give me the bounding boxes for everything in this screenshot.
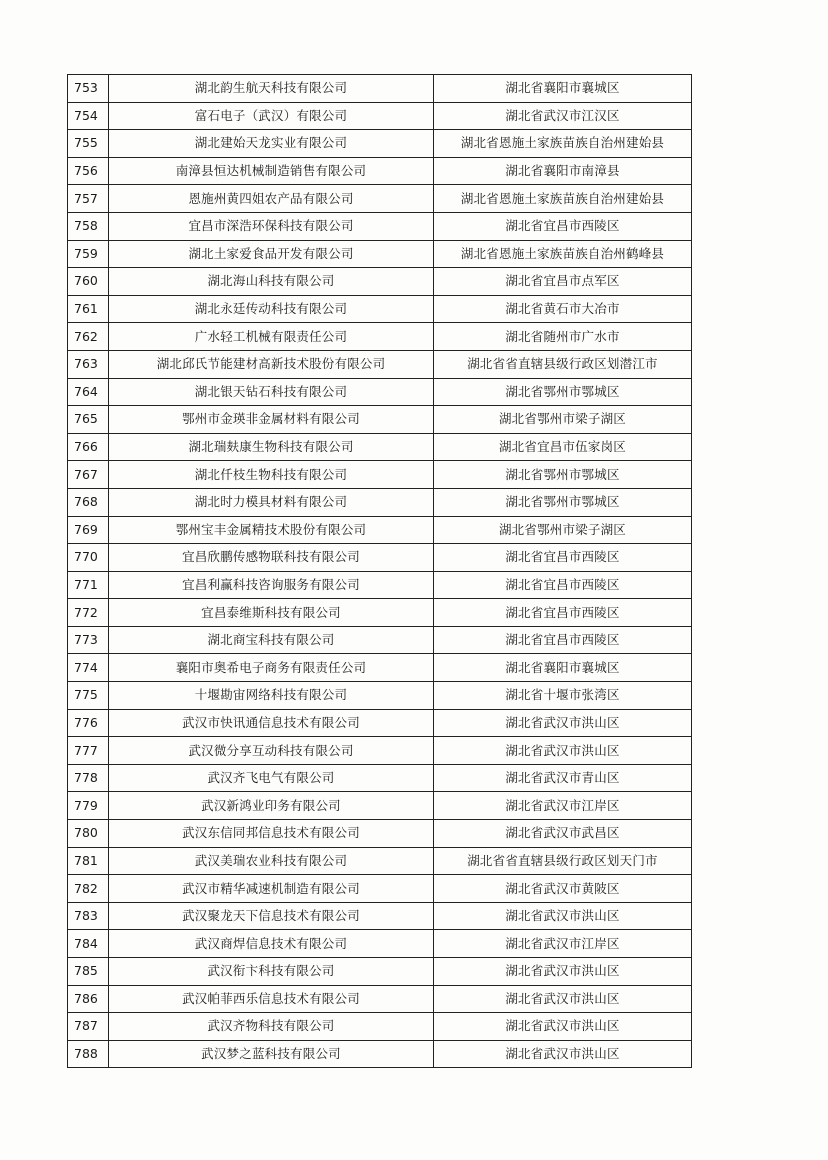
- company-location: 湖北省武汉市洪山区: [434, 985, 692, 1013]
- company-location: 湖北省宜昌市西陵区: [434, 626, 692, 654]
- company-location: 湖北省武汉市洪山区: [434, 958, 692, 986]
- company-location: 湖北省宜昌市西陵区: [434, 571, 692, 599]
- row-number: 767: [68, 461, 109, 489]
- row-number: 757: [68, 185, 109, 213]
- company-location: 湖北省鄂州市梁子湖区: [434, 516, 692, 544]
- company-location: 湖北省鄂州市梁子湖区: [434, 406, 692, 434]
- row-number: 760: [68, 268, 109, 296]
- row-number: 777: [68, 737, 109, 765]
- table-row: [68, 985, 692, 1013]
- company-name: 鄂州宝丰金属精技术股份有限公司: [109, 516, 434, 544]
- company-location: 湖北省武汉市江汉区: [434, 102, 692, 130]
- company-name: 武汉新鸿业印务有限公司: [109, 792, 434, 820]
- company-location: 湖北省宜昌市伍家岗区: [434, 433, 692, 461]
- table-row: [68, 268, 692, 296]
- company-location: 湖北省武汉市青山区: [434, 764, 692, 792]
- company-name: 湖北土家爱食品开发有限公司: [109, 240, 434, 268]
- table-row: [68, 958, 692, 986]
- company-location: 湖北省武汉市武昌区: [434, 820, 692, 848]
- row-number: 788: [68, 1040, 109, 1068]
- company-name: 武汉东信同邦信息技术有限公司: [109, 820, 434, 848]
- table-row: [68, 323, 692, 351]
- row-number: 753: [68, 75, 109, 103]
- company-name: 武汉聚龙天下信息技术有限公司: [109, 902, 434, 930]
- company-name: 广水轻工机械有限责任公司: [109, 323, 434, 351]
- row-number: 763: [68, 350, 109, 378]
- company-name: 武汉衔卞科技有限公司: [109, 958, 434, 986]
- row-number: 756: [68, 157, 109, 185]
- table-row: [68, 875, 692, 903]
- row-number: 772: [68, 599, 109, 627]
- company-location: 湖北省恩施土家族苗族自治州建始县: [434, 130, 692, 158]
- row-number: 764: [68, 378, 109, 406]
- table-row: [68, 709, 692, 737]
- row-number: 779: [68, 792, 109, 820]
- table-row: [68, 930, 692, 958]
- table-row: [68, 820, 692, 848]
- table-row: [68, 1013, 692, 1041]
- company-name: 湖北邱氏节能建材高新技术股份有限公司: [109, 350, 434, 378]
- company-location: 湖北省鄂州市鄂城区: [434, 488, 692, 516]
- company-location: 湖北省省直辖县级行政区划潜江市: [434, 350, 692, 378]
- row-number: 778: [68, 764, 109, 792]
- company-name: 武汉商焊信息技术有限公司: [109, 930, 434, 958]
- company-name: 鄂州市金瑛非金属材料有限公司: [109, 406, 434, 434]
- company-location: 湖北省宜昌市西陵区: [434, 599, 692, 627]
- company-name: 武汉微分享互动科技有限公司: [109, 737, 434, 765]
- company-location: 湖北省武汉市洪山区: [434, 1040, 692, 1068]
- row-number: 781: [68, 847, 109, 875]
- table-row: [68, 516, 692, 544]
- row-number: 755: [68, 130, 109, 158]
- company-name: 恩施州黄四姐农产品有限公司: [109, 185, 434, 213]
- company-location: 湖北省武汉市洪山区: [434, 1013, 692, 1041]
- company-location: 湖北省十堰市张湾区: [434, 682, 692, 710]
- table-row: [68, 433, 692, 461]
- table-row: [68, 737, 692, 765]
- row-number: 754: [68, 102, 109, 130]
- company-location: 湖北省宜昌市西陵区: [434, 212, 692, 240]
- company-location: 湖北省省直辖县级行政区划天门市: [434, 847, 692, 875]
- company-location: 湖北省襄阳市襄城区: [434, 654, 692, 682]
- company-name: 襄阳市奥希电子商务有限责任公司: [109, 654, 434, 682]
- row-number: 773: [68, 626, 109, 654]
- company-location: 湖北省武汉市黄陂区: [434, 875, 692, 903]
- company-location: 湖北省宜昌市点军区: [434, 268, 692, 296]
- row-number: 787: [68, 1013, 109, 1041]
- company-name: 湖北瑞麸康生物科技有限公司: [109, 433, 434, 461]
- table-row: [68, 130, 692, 158]
- table-row: [68, 544, 692, 572]
- row-number: 769: [68, 516, 109, 544]
- company-location: 湖北省鄂州市鄂城区: [434, 461, 692, 489]
- row-number: 768: [68, 488, 109, 516]
- table-row: [68, 295, 692, 323]
- table-row: [68, 571, 692, 599]
- table-row: [68, 212, 692, 240]
- company-name: 湖北银天钻石科技有限公司: [109, 378, 434, 406]
- table-row: [68, 599, 692, 627]
- row-number: 785: [68, 958, 109, 986]
- company-name: 武汉帕菲西乐信息技术有限公司: [109, 985, 434, 1013]
- company-name: 湖北商宝科技有限公司: [109, 626, 434, 654]
- company-name: 武汉齐物科技有限公司: [109, 1013, 434, 1041]
- company-location: 湖北省武汉市江岸区: [434, 930, 692, 958]
- company-location: 湖北省襄阳市南漳县: [434, 157, 692, 185]
- table-row: [68, 764, 692, 792]
- row-number: 776: [68, 709, 109, 737]
- company-location: 湖北省武汉市洪山区: [434, 709, 692, 737]
- table-row: [68, 461, 692, 489]
- company-location: 湖北省武汉市洪山区: [434, 737, 692, 765]
- company-name: 南漳县恒达机械制造销售有限公司: [109, 157, 434, 185]
- company-table: [67, 74, 692, 1068]
- row-number: 759: [68, 240, 109, 268]
- table-row: [68, 654, 692, 682]
- table-row: [68, 240, 692, 268]
- company-name: 武汉市快讯通信息技术有限公司: [109, 709, 434, 737]
- row-number: 762: [68, 323, 109, 351]
- company-location: 湖北省鄂州市鄂城区: [434, 378, 692, 406]
- company-name: 武汉梦之蓝科技有限公司: [109, 1040, 434, 1068]
- table-row: [68, 682, 692, 710]
- row-number: 758: [68, 212, 109, 240]
- company-name: 湖北仟枝生物科技有限公司: [109, 461, 434, 489]
- table-row: [68, 1040, 692, 1068]
- company-name: 武汉美瑞农业科技有限公司: [109, 847, 434, 875]
- company-table-body: [68, 75, 692, 1068]
- company-name: 湖北永廷传动科技有限公司: [109, 295, 434, 323]
- table-row: [68, 102, 692, 130]
- row-number: 786: [68, 985, 109, 1013]
- row-number: 784: [68, 930, 109, 958]
- company-location: 湖北省黄石市大冶市: [434, 295, 692, 323]
- table-row: [68, 792, 692, 820]
- row-number: 766: [68, 433, 109, 461]
- company-location: 湖北省武汉市江岸区: [434, 792, 692, 820]
- company-name: 宜昌欣鹏传感物联科技有限公司: [109, 544, 434, 572]
- company-location: 湖北省恩施土家族苗族自治州鹤峰县: [434, 240, 692, 268]
- row-number: 761: [68, 295, 109, 323]
- table-row: [68, 185, 692, 213]
- table-row: [68, 847, 692, 875]
- company-name: 富石电子（武汉）有限公司: [109, 102, 434, 130]
- row-number: 775: [68, 682, 109, 710]
- company-name: 宜昌利赢科技咨询服务有限公司: [109, 571, 434, 599]
- table-row: [68, 157, 692, 185]
- table-row: [68, 902, 692, 930]
- company-name: 十堰勘宙网络科技有限公司: [109, 682, 434, 710]
- company-name: 宜昌泰维斯科技有限公司: [109, 599, 434, 627]
- row-number: 783: [68, 902, 109, 930]
- row-number: 771: [68, 571, 109, 599]
- table-row: [68, 626, 692, 654]
- row-number: 765: [68, 406, 109, 434]
- table-row: [68, 378, 692, 406]
- table-row: [68, 406, 692, 434]
- company-location: 湖北省随州市广水市: [434, 323, 692, 351]
- company-name: 武汉齐飞电气有限公司: [109, 764, 434, 792]
- table-row: [68, 75, 692, 103]
- row-number: 774: [68, 654, 109, 682]
- table-row: [68, 488, 692, 516]
- company-name: 湖北建始天龙实业有限公司: [109, 130, 434, 158]
- row-number: 780: [68, 820, 109, 848]
- company-location: 湖北省武汉市洪山区: [434, 902, 692, 930]
- company-name: 湖北海山科技有限公司: [109, 268, 434, 296]
- company-location: 湖北省恩施土家族苗族自治州建始县: [434, 185, 692, 213]
- company-name: 武汉市精华减速机制造有限公司: [109, 875, 434, 903]
- company-location: 湖北省襄阳市襄城区: [434, 75, 692, 103]
- company-name: 湖北时力模具材料有限公司: [109, 488, 434, 516]
- company-location: 湖北省宜昌市西陵区: [434, 544, 692, 572]
- company-name: 湖北韵生航天科技有限公司: [109, 75, 434, 103]
- row-number: 782: [68, 875, 109, 903]
- table-row: [68, 350, 692, 378]
- row-number: 770: [68, 544, 109, 572]
- company-name: 宜昌市深浩环保科技有限公司: [109, 212, 434, 240]
